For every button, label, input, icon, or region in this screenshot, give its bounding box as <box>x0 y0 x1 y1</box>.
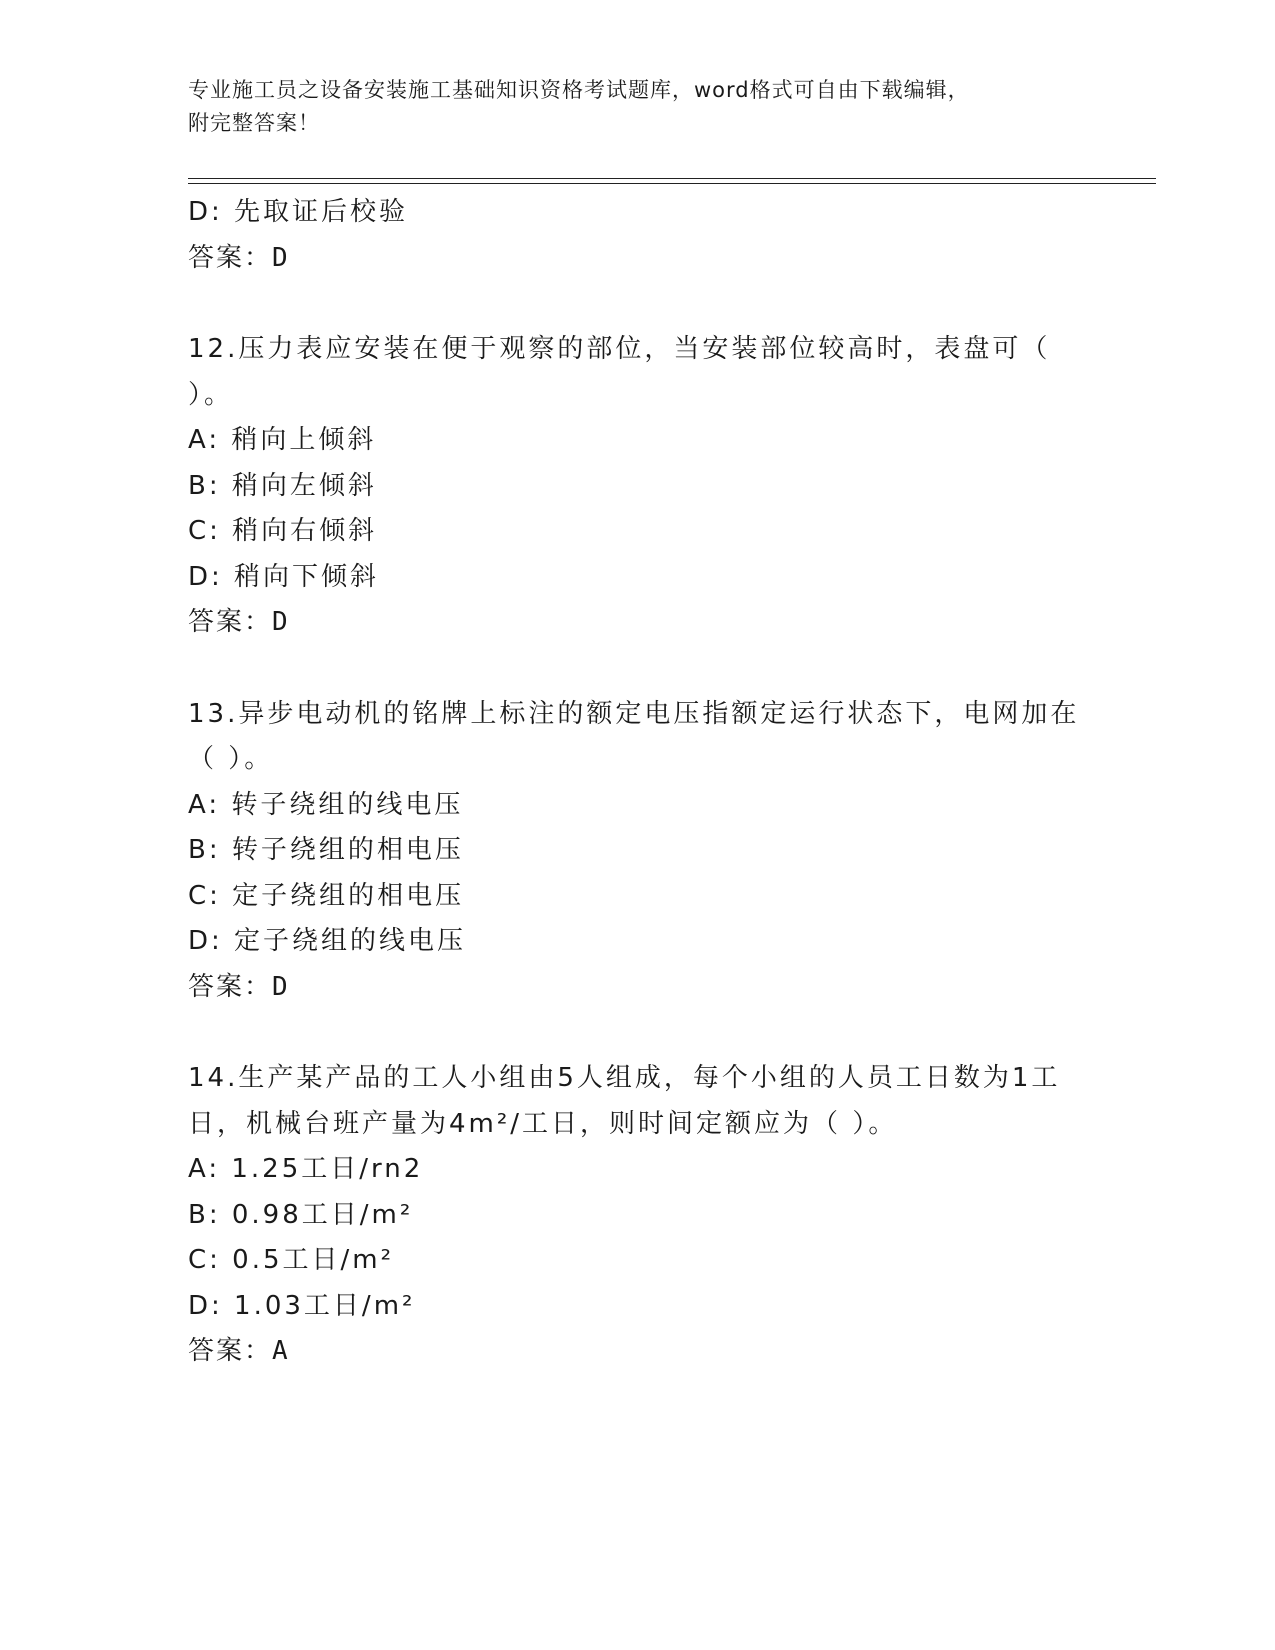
answer-label: 答案： <box>188 1336 273 1366</box>
answer-label: 答案： <box>188 242 273 273</box>
option-a: A: 1.25工日/rn2 <box>188 1154 424 1184</box>
answer-label: 答案： <box>188 607 273 637</box>
answer-value: D <box>272 607 290 637</box>
option-d: D: 稍向下倾斜 <box>188 561 380 592</box>
option-c: C: 0.5工日/m² <box>188 1245 395 1275</box>
option-c: C: 定子绕组的相电压 <box>188 880 465 911</box>
question-text-line-1: 12.压力表应安装在便于观察的部位，当安装部位较高时，表盘可（ <box>188 334 1051 364</box>
question-text-line-1: 14.生产某产品的工人小组由5人组成，每个小组的人员工日数为1工 <box>188 1063 1061 1093</box>
option-a: A: 转子绕组的线电压 <box>188 789 464 820</box>
option-d: D: 定子绕组的线电压 <box>188 926 467 956</box>
prev-option-d: D: 先取证后校验 <box>188 197 409 227</box>
option-c: C: 稍向右倾斜 <box>188 516 378 546</box>
question-text-line-1: 13.异步电动机的铭牌上标注的额定电压指额定运行状态下，电网加在 <box>188 698 1080 729</box>
answer <box>188 965 1088 1011</box>
answer-label: 答案： <box>188 971 273 1002</box>
prev-answer <box>188 236 1088 282</box>
header-line-1: 专业施工员之设备安装施工基础知识资格考试题库，word格式可自由下载编辑， <box>188 78 970 102</box>
document-body <box>188 190 1088 1375</box>
option-b: B: 转子绕组的相电压 <box>188 835 464 865</box>
option-b: B: 0.98工日/m² <box>188 1199 414 1230</box>
question-14 <box>188 1056 1088 1375</box>
header-divider-bottom <box>188 183 1156 184</box>
question-text-line-2: 日，机械台班产量为4m²/工日，则时间定额应为（ ）。 <box>188 1108 898 1139</box>
header-line-2: 附完整答案！ <box>188 111 320 135</box>
answer <box>188 1329 1088 1375</box>
answer-value: D <box>272 242 290 273</box>
header-divider-top <box>188 178 1156 179</box>
answer-value: A <box>272 1336 290 1366</box>
question-12 <box>188 327 1088 646</box>
answer <box>188 600 1088 646</box>
document-header <box>188 74 1068 140</box>
question-13 <box>188 692 1088 1011</box>
option-b: B: 稍向左倾斜 <box>188 470 377 501</box>
answer-value: D <box>272 971 290 1002</box>
option-a: A: 稍向上倾斜 <box>188 425 377 455</box>
question-text-line-2: ）。 <box>188 379 234 410</box>
question-text-line-2: （ ）。 <box>188 744 274 774</box>
option-d: D: 1.03工日/m² <box>188 1290 416 1321</box>
